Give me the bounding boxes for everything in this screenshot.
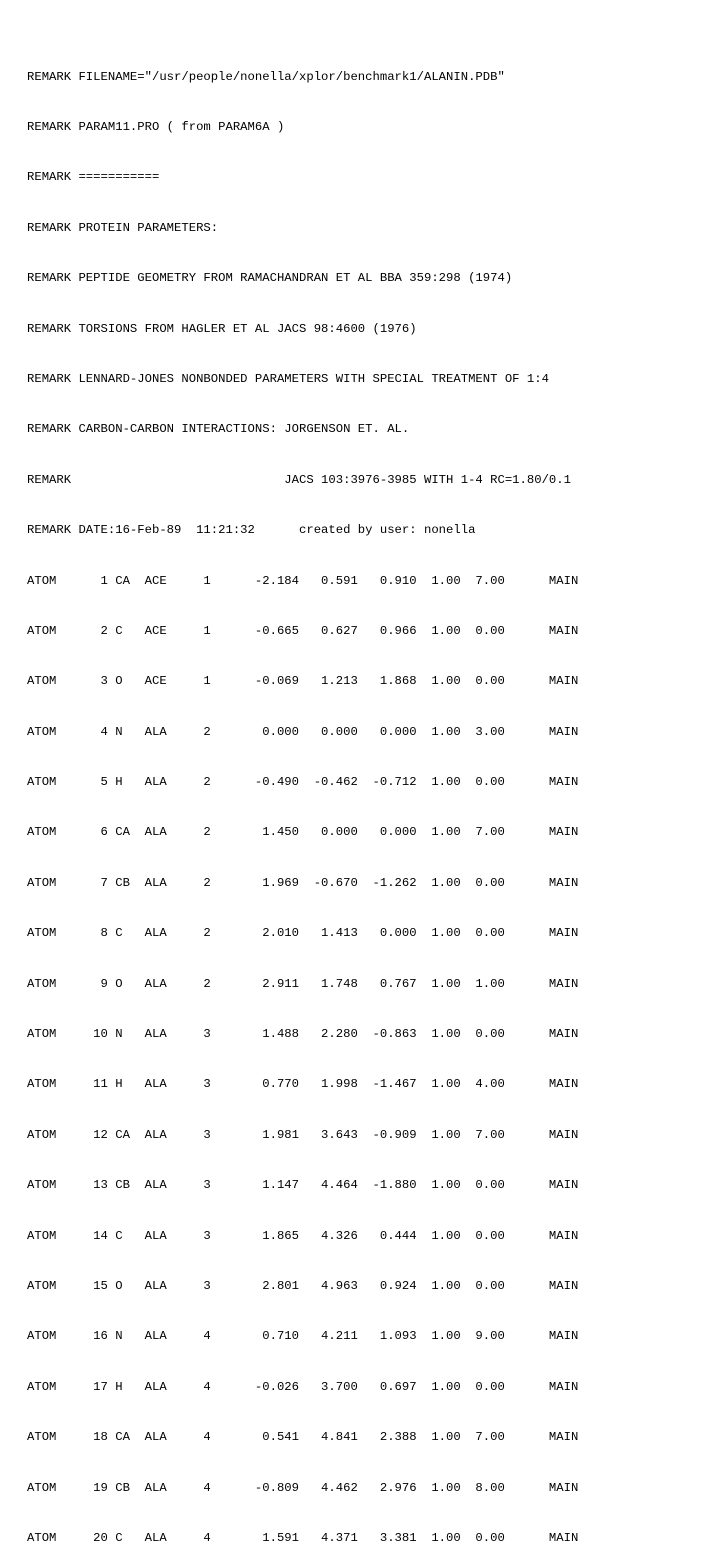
atom-record: ATOM 18 CA ALA 4 0.541 4.841 2.388 1.00 7.00 MAIN bbox=[27, 1430, 579, 1445]
atom-record: ATOM 20 C ALA 4 1.591 4.371 3.381 1.00 0.00 MAIN bbox=[27, 1530, 579, 1545]
atom-record: ATOM 16 N ALA 4 0.710 4.211 1.093 1.00 9.00 MAIN bbox=[27, 1329, 579, 1344]
atom-record: ATOM 7 CB ALA 2 1.969 -0.670 -1.262 1.00 0.00 MAIN bbox=[27, 875, 579, 890]
atom-record: ATOM 4 N ALA 2 0.000 0.000 0.000 1.00 3.00 MAIN bbox=[27, 724, 579, 739]
atom-record: ATOM 17 H ALA 4 -0.026 3.700 0.697 1.00 0.00 MAIN bbox=[27, 1379, 579, 1394]
atom-record: ATOM 3 O ACE 1 -0.069 1.213 1.868 1.00 0.00 MAIN bbox=[27, 674, 579, 689]
remark-line: REMARK CARBON-CARBON INTERACTIONS: JORGENSON ET. AL. bbox=[27, 422, 410, 437]
remark-line: REMARK PARAM11.PRO ( from PARAM6A ) bbox=[27, 119, 285, 134]
atom-record: ATOM 5 H ALA 2 -0.490 -0.462 -0.712 1.00 0.00 MAIN bbox=[27, 775, 579, 790]
atom-record: ATOM 1 CA ACE 1 -2.184 0.591 0.910 1.00 7.00 MAIN bbox=[27, 573, 579, 588]
atom-record: ATOM 15 O ALA 3 2.801 4.963 0.924 1.00 0.00 MAIN bbox=[27, 1278, 579, 1293]
remark-line: REMARK TORSIONS FROM HAGLER ET AL JACS 98:4600 (1976) bbox=[27, 321, 417, 336]
atom-record: ATOM 10 N ALA 3 1.488 2.280 -0.863 1.00 0.00 MAIN bbox=[27, 1027, 579, 1042]
atom-record: ATOM 9 O ALA 2 2.911 1.748 0.767 1.00 1.00 MAIN bbox=[27, 976, 579, 991]
remark-line: REMARK PROTEIN PARAMETERS: bbox=[27, 220, 219, 235]
atom-record: ATOM 14 C ALA 3 1.865 4.326 0.444 1.00 0.00 MAIN bbox=[27, 1228, 579, 1243]
atom-record: ATOM 12 CA ALA 3 1.981 3.643 -0.909 1.00 7.00 MAIN bbox=[27, 1127, 579, 1142]
atom-record: ATOM 13 CB ALA 3 1.147 4.464 -1.880 1.00 0.00 MAIN bbox=[27, 1178, 579, 1193]
atom-record: ATOM 11 H ALA 3 0.770 1.998 -1.467 1.00 4.00 MAIN bbox=[27, 1077, 579, 1092]
remark-line: REMARK LENNARD-JONES NONBONDED PARAMETERS WITH SPECIAL TREATMENT OF 1:4 bbox=[27, 371, 549, 386]
pdb-document bbox=[27, 35, 578, 1564]
remark-line: REMARK =========== bbox=[27, 170, 160, 185]
remark-line: REMARK DATE:16-Feb-89 11:21:32 created by user: nonella bbox=[27, 523, 476, 538]
remark-line: REMARK JACS 103:3976-3985 WITH 1-4 RC=1.80/0.1 bbox=[27, 472, 571, 487]
remark-line: REMARK PEPTIDE GEOMETRY FROM RAMACHANDRAN ET AL BBA 359:298 (1974) bbox=[27, 271, 513, 286]
atom-record: ATOM 8 C ALA 2 2.010 1.413 0.000 1.00 0.00 MAIN bbox=[27, 926, 579, 941]
atom-record: ATOM 19 CB ALA 4 -0.809 4.462 2.976 1.00 8.00 MAIN bbox=[27, 1480, 579, 1495]
atom-record: ATOM 6 CA ALA 2 1.450 0.000 0.000 1.00 7.00 MAIN bbox=[27, 825, 579, 840]
atom-record: ATOM 2 C ACE 1 -0.665 0.627 0.966 1.00 0.00 MAIN bbox=[27, 623, 579, 638]
remark-line: REMARK FILENAME="/usr/people/nonella/xplor/benchmark1/ALANIN.PDB" bbox=[27, 69, 505, 84]
